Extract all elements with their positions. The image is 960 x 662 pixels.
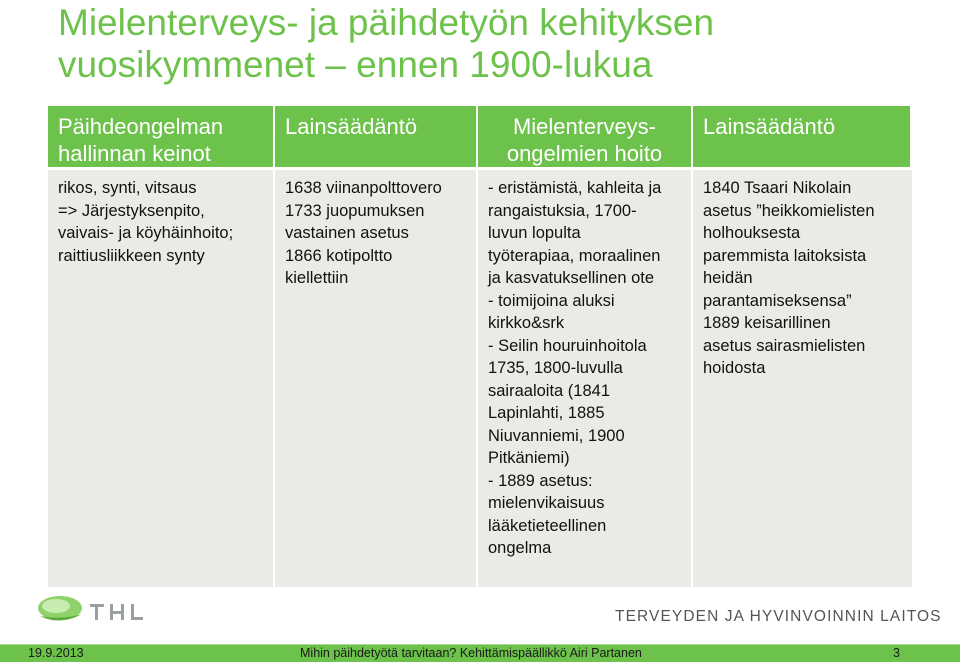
footer-bar (0, 644, 960, 662)
cell-text-line: vaivais- ja köyhäinhoito; (58, 224, 234, 242)
cell-text-line: heidän (703, 269, 753, 287)
table-cell (478, 170, 693, 587)
table-cell (275, 170, 478, 587)
cell-text-line: rangaistuksia, 1700- (488, 201, 637, 220)
cell-text-line: työterapiaa, moraalinen (488, 246, 661, 265)
cell-text-line: 1889 keisarillinen (703, 314, 831, 332)
table-header-cell: Lainsäädäntö (275, 106, 478, 170)
content-table (48, 106, 912, 587)
footer-text: Mihin päihdetyötä tarvitaan? Kehittämispäällikkö Airi Partanen (300, 646, 642, 660)
cell-text-line: asetus ”heikkomielisten (703, 201, 875, 220)
cell-text-line: sairaaloita (1841 (488, 381, 610, 400)
page-number: 3 (893, 646, 900, 660)
cell-text-line: ongelma (488, 539, 552, 557)
cell-text-line: luvun lopulta (488, 224, 581, 242)
cell-text-line: mielenvikaisuus (488, 494, 605, 512)
cell-text-line: - Seilin houruinhoitola (488, 336, 647, 355)
table-cell (693, 170, 912, 587)
cell-text-line: paremmista laitoksista (703, 246, 867, 265)
footer-date: 19.9.2013 (28, 646, 84, 660)
table-header-cell: Mielenterveys-ongelmien hoito (478, 106, 693, 170)
cell-text-line: - eristämistä, kahleita ja (488, 179, 662, 197)
cell-text-line: parantamiseksensa” (703, 291, 852, 310)
table-header-cell: Päihdeongelman hallinnan keinot (48, 106, 275, 170)
cell-text-line: raittiusliikkeen synty (58, 246, 205, 265)
cell-text-line: Lapinlahti, 1885 (488, 404, 605, 422)
table-header-cell: Lainsäädäntö (693, 106, 912, 170)
thl-logo (34, 586, 164, 626)
cell-text-line: hoidosta (703, 359, 766, 377)
cell-text-line: rikos, synti, vitsaus (58, 179, 197, 197)
cell-text-line: kirkko&srk (488, 314, 565, 332)
cell-text-line: holhouksesta (703, 224, 801, 242)
cell-text-line: vastainen asetus (285, 224, 409, 242)
table-cell (48, 170, 275, 587)
slide-title: Mielenterveys- ja päihdetyön kehityksen vuosikymmenet – ennen 1900-lukua (58, 2, 715, 85)
cell-text-line: - 1889 asetus: (488, 471, 593, 490)
organization-tagline: TERVEYDEN JA HYVINVOINNIN LAITOS (615, 608, 942, 625)
cell-text-line: ja kasvatuksellinen ote (488, 269, 655, 287)
cell-text-line: asetus sairasmielisten (703, 336, 866, 355)
cell-text-line: 1840 Tsaari Nikolain (703, 179, 852, 197)
cell-text-line: 1638 viinanpolttovero (285, 179, 442, 197)
cell-text-line: - toimijoina aluksi (488, 291, 615, 310)
cell-text-line: Niuvanniemi, 1900 (488, 426, 625, 445)
cell-text-line: 1866 kotipoltto (285, 246, 393, 265)
cell-text-line: 1735, 1800-luvulla (488, 359, 623, 377)
cell-text-line: 1733 juopumuksen (285, 201, 425, 220)
cell-text-line: Pitkäniemi) (488, 449, 570, 467)
cell-text-line: kiellettiin (285, 269, 349, 287)
cell-text-line: => Järjestyksenpito, (58, 201, 205, 220)
cell-text-line: lääketieteellinen (488, 516, 607, 535)
